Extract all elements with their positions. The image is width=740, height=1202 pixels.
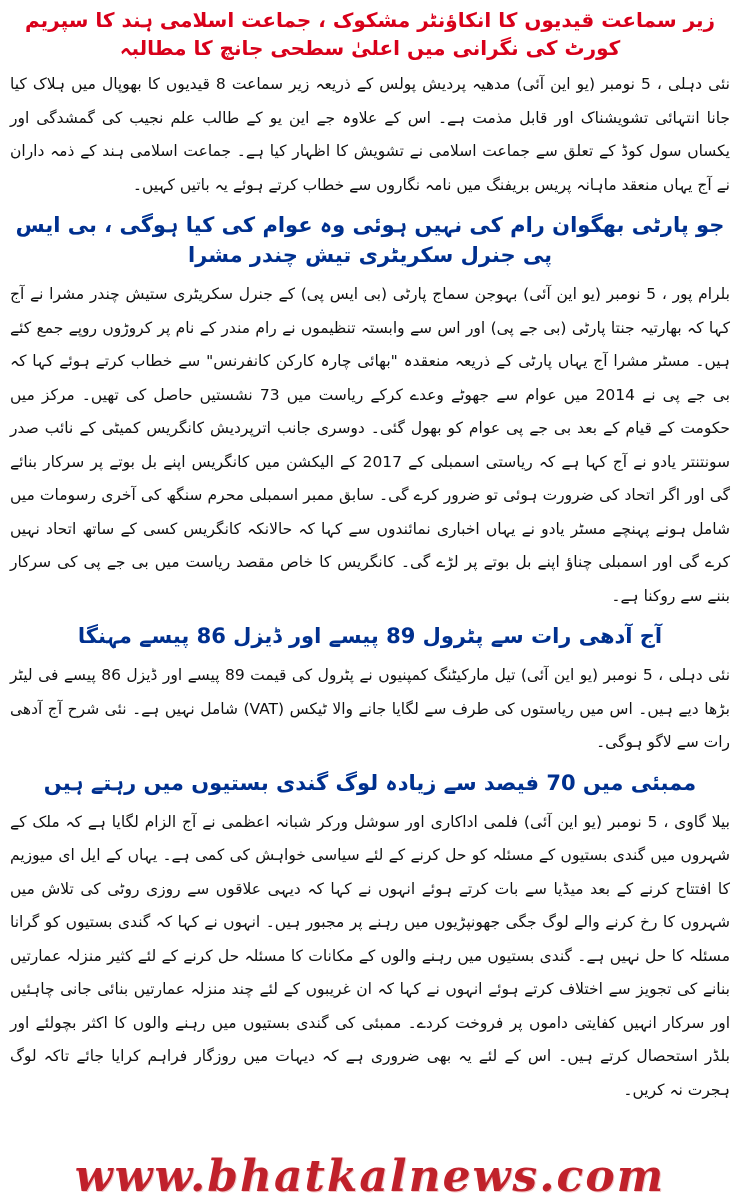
article-headline: جو پارٹی بھگوان رام کی نہیں ہوئی وہ عوام کی کیا ہوگی ، بی ایس پی جنرل سکریٹری تیش چندر مشرا bbox=[15, 213, 725, 267]
article-body: بلرام پور ، 5 نومبر (یو این آئی) بہوجن سماج پارٹی (بی ایس پی) کے جنرل سکریٹری ستیش چندر مشرا نے آج کہا کہ بھارتیہ جنتا پارٹی (بی جے پی) اور اس سے وابستہ تنظیموں نے رام مندر کے نام پر کروڑوں روپے جمع کئے ہیں۔ مسٹر مشرا آج یہاں پارٹی کے ذریعہ منعقدہ "بھائی چارہ کارکن کانفرنس" سے خطاب کرتے ہوئے کہا کہ بی جے پی نے 2014 میں عوام سے جھوٹے وعدے کرکے ریاست میں 73 نشستیں حاصل کی تھیں۔ مرکز میں حکومت کے قیام کے بعد بی جے پی عوام کو بھول گئی۔ دوسری جانب اترپردیش کانگریس کمیٹی کے نائب صدر سونتنتر یادو نے آج کہا ہے کہ ریاستی اسمبلی کے 2017 کے الیکشن میں کانگریس اپنے بل بوتے پر سرکار بنائے گی اور اگر اتحاد کی ضرورت ہوئی تو ضرور کرے گی۔ سابق ممبر اسمبلی محرم سنگھ کی آخری رسومات میں شامل ہونے پہنچے مسٹر یادو نے یہاں اخباری نمائندوں سے کہا کہ حالانکہ کانگریس کسی کے ساتھ اتحاد نہیں کرے گی اور اسمبلی چناؤ اپنے بل بوتے پر لڑے گی۔ کانگریس کا خاص مقصد ریاست میں بی جے پی کی سرکار بننے سے روکنا ہے۔ bbox=[10, 285, 730, 605]
article-body: نئی دہلی ، 5 نومبر (یو این آئی) مدھیہ پردیش پولس کے ذریعہ زیر سماعت 8 قیدیوں کا بھوپال میں ہلاک کیا جانا انتہائی تشویشناک اور قابل مذمت ہے۔ اس کے علاوہ جے این یو کے طالب علم نجیب کی گمشدگی اور یکساں سول کوڈ کے تعلق سے جماعت اسلامی نے تشویش کا اظہار کیا ہے۔ جماعت اسلامی ہند کے ذمہ داران نے آج یہاں منعقد ماہانہ پریس بریفنگ میں نامہ نگاروں سے خطاب کرتے ہوئے یہ باتیں کہیں۔ bbox=[10, 75, 730, 194]
article-headline: ممبئی میں 70 فیصد سے زیادہ لوگ گندی بستیوں میں رہتے ہیں bbox=[43, 770, 697, 795]
article-fuel-price bbox=[10, 621, 730, 760]
article-headline: آج آدھی رات سے پٹرول 89 پیسے اور ڈیزل 86 پیسے مہنگا bbox=[77, 624, 663, 648]
article-mumbai-slums bbox=[10, 768, 730, 1108]
article-body: بیلا گاوی ، 5 نومبر (یو این آئی) فلمی اداکاری اور سوشل ورکر شبانہ اعظمی نے آج الزام لگایا ہے کہ ملک کے شہروں میں گندی بستیوں کے مسئلہ کو حل کرنے کے لئے سیاسی خواہش کی کمی ہے۔ یہاں کے ایل ای میوزیم کا افتتاح کرنے کے بعد میڈیا سے بات کرتے ہوئے انہوں نے کہا کہ دیہی علاقوں سے روزی روٹی کی تلاش میں شہروں کا رخ کرنے والے لوگ جگی جھونپڑیوں میں رہنے پر مجبور ہیں۔ انہوں نے کہا کہ گندی بستیوں کو گرانا مسئلہ کا حل نہیں ہے۔ گندی بستیوں میں رہنے والوں کے مکانات کا مسئلہ حل کرنے کے لئے کثیر منزلہ عمارتیں بنانے کی تجویز سے اختلاف کرتے ہوئے انہوں نے کہا کہ ان غریبوں کے لئے چند منزلہ عمارتیں بنائی جانی چاہئیں اور سرکار انہیں کفایتی داموں پر فروخت کردے۔ ممبئی کی گندی بستیوں میں رہنے والوں کا اکثر بچولئے اور بلڈر استحصال کرتے ہیں۔ اس کے لئے یہ بھی ضروری ہے کہ دیہات میں روزگار فراہم کرایا جائے تاکہ لوگ ہجرت نہ کریں۔ bbox=[10, 812, 730, 1099]
article-body: نئی دہلی ، 5 نومبر (یو این آئی) تیل مارکیٹنگ کمپنیوں نے پٹرول کی قیمت 89 پیسے اور ڈیزل 86 پیسے فی لیٹر بڑھا دیے ہیں۔ اس میں ریاستوں کی طرف سے لگایا جانے والا ٹیکس (VAT) شامل نہیں ہے۔ نئی شرح آج آدھی رات سے لاگو ہوگی۔ bbox=[10, 666, 731, 751]
article-headline: زیر سماعت قیدیوں کا انکاؤنٹر مشکوک ، جماعت اسلامی ہند کا سپریم کورٹ کی نگرانی میں اعلیٰ سطحی جانچ کا مطالبہ bbox=[24, 8, 716, 60]
site-watermark: www.bhatkalnews.com bbox=[74, 1151, 666, 1202]
article-encounter bbox=[10, 6, 730, 202]
article-bsp bbox=[10, 210, 730, 613]
